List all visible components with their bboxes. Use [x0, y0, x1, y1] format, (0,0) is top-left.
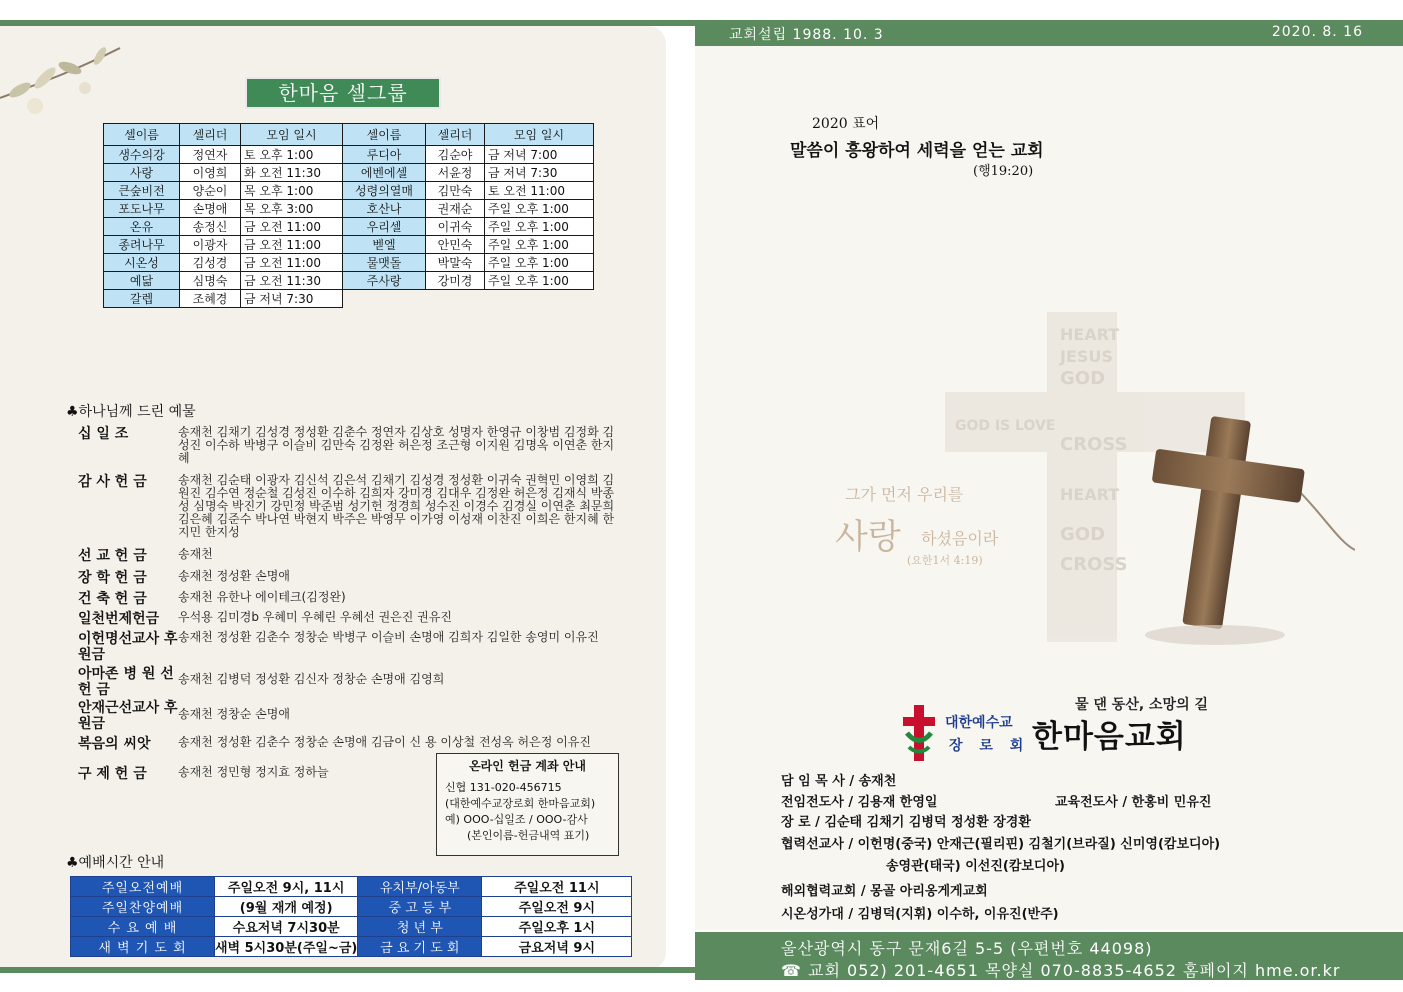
cell-time: 주일 오후 1:00 — [485, 200, 594, 218]
cell-name: 주사랑 — [343, 272, 426, 290]
offering-row-missionary-lee — [78, 631, 618, 663]
cell-name: 포도나무 — [104, 200, 180, 218]
service-time: 주일오전 11시 — [482, 877, 632, 897]
svg-text:HEART: HEART — [1060, 485, 1120, 504]
offering-label: 안재근선교사 후원금 — [78, 700, 178, 732]
denomination-line-2: 장 로 회 — [949, 738, 1030, 754]
cell-leader: 강미경 — [426, 272, 485, 290]
service-name: 중 고 등 부 — [358, 897, 482, 917]
cell-leader: 김만숙 — [426, 182, 485, 200]
cell-leader: 송정신 — [180, 218, 241, 236]
cell-time: 금 저녁 7:00 — [485, 146, 594, 164]
offering-row-scholarship — [78, 570, 618, 586]
cell-time: 주일 오후 1:00 — [485, 218, 594, 236]
table-row — [71, 877, 632, 897]
staff-education-evangelists: 교육전도사 / 한홍비 민유진 — [1055, 795, 1212, 810]
established-date: 교회설립 1988. 10. 3 — [729, 27, 884, 43]
service-name: 주일찬양예배 — [71, 897, 215, 917]
offering-label: 선 교 헌 금 — [78, 548, 147, 564]
left-page — [0, 0, 695, 992]
table-row — [104, 254, 594, 272]
table-row — [71, 897, 632, 917]
cell-time: 금 오전 11:00 — [241, 218, 343, 236]
offering-names: 송재천 정창순 손명애 — [178, 707, 290, 721]
cell-leader: 양순이 — [180, 182, 241, 200]
cell-name: 성령의열매 — [343, 182, 426, 200]
church-contact: ☎ 교회 052) 201-4651 목양실 070-8835-4652 홈페이지 hme.or.kr — [781, 961, 1341, 980]
cell-time: 화 오전 11:30 — [241, 164, 343, 182]
cell-leader: 손명애 — [180, 200, 241, 218]
table-row — [104, 182, 594, 200]
service-time: 주일오전 9시, 11시 — [215, 877, 358, 897]
cell-name: 루디아 — [343, 146, 426, 164]
col-header: 모임 일시 — [485, 124, 594, 146]
cell-leader: 이광자 — [180, 236, 241, 254]
service-name: 청 년 부 — [358, 917, 482, 937]
cell-leader: 정연자 — [180, 146, 241, 164]
flower-branch-decoration — [0, 28, 160, 118]
cell-name: 에벤에셀 — [343, 164, 426, 182]
table-row — [104, 218, 594, 236]
worship-schedule-table — [70, 876, 632, 957]
church-name: 한마음교회 — [1032, 719, 1187, 755]
offering-names: 송재천 — [178, 547, 213, 561]
service-time: 주일오후 1시 — [482, 917, 632, 937]
svg-text:JESUS: JESUS — [1060, 347, 1113, 366]
art-text-line-3: 하셨음이라 — [921, 529, 999, 548]
cell-name: 시온성 — [104, 254, 180, 272]
offering-label: 장 학 헌 금 — [78, 570, 147, 586]
col-header: 셀이름 — [104, 124, 180, 146]
table-row — [104, 272, 594, 290]
cell-name: 갈렙 — [104, 290, 180, 308]
service-time: (9월 재개 예정) — [215, 897, 358, 917]
empty-cell — [485, 290, 594, 308]
online-offering-title: 온라인 헌금 계좌 안내 — [469, 759, 586, 773]
empty-cell — [426, 290, 485, 308]
cell-time: 금 오전 11:30 — [241, 272, 343, 290]
offering-names: 송재천 김병덕 정성환 김신자 정창순 손명애 김영희 — [178, 672, 445, 686]
table-row — [104, 290, 594, 308]
table-row — [104, 236, 594, 254]
cell-name: 호산나 — [343, 200, 426, 218]
cell-name: 온유 — [104, 218, 180, 236]
cell-name: 예닮 — [104, 272, 180, 290]
cell-name: 큰숲비전 — [104, 182, 180, 200]
offering-names: 송재천 정성환 김춘수 정창순 손명애 김금이 신 용 이상철 전성옥 허은정 이유진 — [178, 735, 591, 749]
cell-name: 우리셀 — [343, 218, 426, 236]
offering-label: 건 축 헌 금 — [78, 591, 147, 607]
online-note: (본인이름-헌금내역 표기) — [467, 829, 590, 842]
col-header: 셀리더 — [180, 124, 241, 146]
motto-year: 2020 표어 — [812, 116, 880, 132]
cell-time: 금 저녁 7:30 — [485, 164, 594, 182]
cell-leader: 서윤정 — [426, 164, 485, 182]
offering-label: 이헌명선교사 후원금 — [78, 631, 178, 663]
cell-name: 사랑 — [104, 164, 180, 182]
worship-heading: ♣예배시간 안내 — [66, 855, 165, 871]
svg-text:CROSS: CROSS — [1060, 434, 1128, 455]
table-row — [104, 146, 594, 164]
cell-time: 금 오전 11:00 — [241, 236, 343, 254]
table-row — [71, 917, 632, 937]
cell-leader: 이귀숙 — [426, 218, 485, 236]
table-row — [104, 200, 594, 218]
motto: 말씀이 흥왕하여 세력을 얻는 교회 — [790, 141, 1044, 161]
service-time: 수요저녁 7시30분 — [215, 917, 358, 937]
cell-time: 목 오후 3:00 — [241, 200, 343, 218]
online-holder: (대한예수교장로회 한마음교회) — [445, 797, 596, 810]
svg-text:GOD: GOD — [1060, 368, 1106, 389]
church-address: 울산광역시 동구 문재6길 5-5 (우편번호 44098) — [781, 939, 1153, 958]
cell-leader: 안민숙 — [426, 236, 485, 254]
cell-leader: 김순야 — [426, 146, 485, 164]
svg-text:HEART: HEART — [1060, 325, 1120, 344]
offering-row-tithe — [78, 426, 618, 465]
cell-time: 금 오전 11:00 — [241, 254, 343, 272]
left-bottom-bar — [0, 967, 695, 973]
col-header: 모임 일시 — [241, 124, 343, 146]
offering-heading: ♣하나님께 드린 예물 — [66, 404, 196, 420]
offering-names: 송재천 김채기 김성경 정성환 김춘수 정연자 김상호 성명자 한영규 이창범 김정화 김성진 이수하 박병구 이슬비 김만숙 김정완 허은정 조근형 이지원 김명옥 이연춘 한지혜 — [178, 425, 615, 465]
offering-row-gospel-seed — [78, 736, 618, 752]
cell-name: 생수의강 — [104, 146, 180, 164]
motto-reference: (행19:20) — [973, 164, 1034, 179]
offering-names: 송재천 정민형 정지효 정하늘 — [178, 765, 329, 779]
art-text-line-2: 사랑 — [835, 517, 901, 557]
church-slogan: 물 댄 동산, 소망의 길 — [1075, 697, 1209, 713]
staff-evangelists: 전임전도사 / 김용재 한영일 — [781, 795, 938, 810]
offering-label: 복음의 씨앗 — [78, 736, 151, 752]
cell-leader: 심명숙 — [180, 272, 241, 290]
offering-label: 일천번제헌금 — [78, 611, 160, 627]
cell-time: 목 오후 1:00 — [241, 182, 343, 200]
cell-time: 주일 오후 1:00 — [485, 272, 594, 290]
offering-label: 십 일 조 — [78, 426, 129, 442]
offering-names: 송재천 정성환 손명애 — [178, 569, 290, 583]
col-header: 셀이름 — [343, 124, 426, 146]
offering-row-thanks — [78, 474, 618, 539]
service-name: 주일오전예배 — [71, 877, 215, 897]
staff-elders: 장 로 / 김순태 김채기 김병덕 정성환 장경환 — [781, 815, 1031, 830]
offering-names: 송재천 김순태 이광자 김신석 김은석 김채기 김성경 정성환 이귀숙 권혁민 이영희 김원진 김수연 정순철 김성진 이수하 김희자 강미경 김대우 김정완 허은정 김재식 박종성 심명숙 박진기 강민정 박준범 성기헌 정경희 성수진 이경수 김경실 이연춘 최문희 김은혜 김준수 박나연 박현지 박주은 박영무 이가영 이성재 이찬진 이희은 한지혜 한지민 한지성 — [178, 473, 615, 539]
service-name: 새 벽 기 도 회 — [71, 937, 215, 957]
cell-time: 토 오전 11:00 — [485, 182, 594, 200]
cell-leader: 이영희 — [180, 164, 241, 182]
service-name: 수 요 예 배 — [71, 917, 215, 937]
church-logo-icon — [901, 703, 937, 763]
cell-leader: 김성경 — [180, 254, 241, 272]
offering-names: 우석용 김미경b 우혜미 우혜린 우혜선 권은진 권유진 — [178, 610, 452, 624]
table-row — [104, 164, 594, 182]
online-account: 신협 131-020-456715 — [445, 781, 562, 794]
cell-name: 물맷돌 — [343, 254, 426, 272]
cell-leader: 권재순 — [426, 200, 485, 218]
service-time: 금요저녁 9시 — [482, 937, 632, 957]
footer-contact-bar — [695, 932, 1403, 980]
bulletin-date: 2020. 8. 16 — [1271, 24, 1363, 40]
service-name: 유치부/아동부 — [358, 877, 482, 897]
cell-name: 종려나무 — [104, 236, 180, 254]
art-text-line-4: (요한1서 4:19) — [907, 554, 983, 567]
offering-row-building — [78, 591, 618, 607]
svg-text:GOD IS LOVE: GOD IS LOVE — [955, 418, 1056, 434]
staff-missionaries: 협력선교사 / 이헌명(중국) 안재근(필리핀) 김철기(브라질) 신미영(캄보디아) — [781, 837, 1221, 852]
offering-row-amazon — [78, 666, 618, 698]
offering-label: 아마존 병 원 선 헌 금 — [78, 666, 174, 698]
cell-leader: 조혜경 — [180, 290, 241, 308]
denomination-line-1: 대한예수교 — [945, 715, 1013, 731]
offering-row-thousand — [78, 611, 618, 627]
cell-group-table — [103, 123, 594, 308]
cell-name: 벧엘 — [343, 236, 426, 254]
art-text-line-1: 그가 먼저 우리를 — [845, 485, 964, 504]
offering-row-relief — [78, 766, 428, 782]
right-top-bar — [695, 20, 1403, 46]
cell-time: 금 저녁 7:30 — [241, 290, 343, 308]
offering-label: 감 사 헌 금 — [78, 474, 147, 490]
staff-missionaries-cont: 송영관(태국) 이선진(캄보디아) — [886, 859, 1065, 874]
cell-leader: 박말숙 — [426, 254, 485, 272]
service-time: 새벽 5시30분(주일~금) — [215, 937, 358, 957]
staff-overseas-church: 해외협력교회 / 몽골 아리옹게게교회 — [781, 884, 988, 899]
svg-text:GOD: GOD — [1060, 524, 1106, 545]
cell-time: 토 오후 1:00 — [241, 146, 343, 164]
cross-illustration — [795, 300, 1355, 670]
offering-row-missionary-ahn — [78, 700, 618, 732]
handwritten-verse — [835, 485, 999, 567]
empty-cell — [343, 290, 426, 308]
staff-choir: 시온성가대 / 김병덕(지휘) 이수하, 이유진(반주) — [781, 907, 1059, 922]
online-offering-box — [436, 753, 619, 856]
table-row — [71, 937, 632, 957]
service-name: 금 요 기 도 회 — [358, 937, 482, 957]
staff-senior-pastor: 담 임 목 사 / 송재천 — [781, 774, 897, 789]
svg-text:CROSS: CROSS — [1060, 554, 1128, 575]
cell-time: 주일 오후 1:00 — [485, 236, 594, 254]
cell-time: 주일 오후 1:00 — [485, 254, 594, 272]
offering-row-mission — [78, 548, 618, 564]
right-page — [695, 0, 1403, 992]
offering-label: 구 제 헌 금 — [78, 766, 147, 782]
col-header: 셀리더 — [426, 124, 485, 146]
online-example: 예) OOO-십일조 / OOO-감사 — [445, 813, 588, 826]
cell-table-header — [104, 124, 594, 146]
service-time: 주일오전 9시 — [482, 897, 632, 917]
offering-names: 송재천 정성환 김춘수 정창순 박병구 이슬비 손명애 김희자 김일한 송영미 이유진 — [178, 630, 599, 644]
offering-names: 송재천 유한나 에이테크(김정완) — [178, 590, 346, 604]
cell-group-title: 한마음 셀그룹 — [245, 77, 441, 109]
